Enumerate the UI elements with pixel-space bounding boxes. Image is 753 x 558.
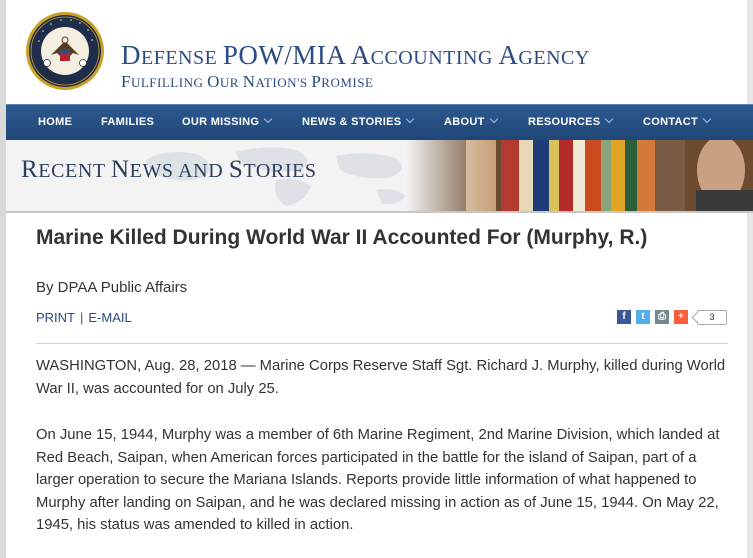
- link-separator: |: [80, 310, 84, 325]
- agency-name-part: A: [498, 40, 519, 70]
- banner-title-part: TORIES: [243, 160, 317, 182]
- chevron-down-icon: [489, 115, 497, 123]
- article-paragraph: WASHINGTON, Aug. 28, 2018 — Marine Corps Reserve Staff Sgt. Richard J. Murphy, killed during World War II, was accounted for on July 25.: [36, 358, 726, 397]
- tagline-part: F: [121, 72, 131, 91]
- banner-divider: [6, 211, 753, 213]
- nav-our-missing[interactable]: [182, 105, 271, 140]
- agency-name-part: CCOUNTING: [370, 47, 499, 69]
- nav-label: CONTACT: [643, 116, 699, 128]
- agency-name-part: GENCY: [518, 47, 590, 69]
- nav-resources[interactable]: [528, 105, 612, 140]
- nav-families[interactable]: [101, 105, 154, 140]
- facebook-icon[interactable]: f: [617, 310, 631, 324]
- chevron-down-icon: [703, 115, 711, 123]
- site-header: [6, 0, 747, 104]
- chevron-down-icon: [406, 115, 414, 123]
- twitter-icon[interactable]: t: [636, 310, 650, 324]
- agency-tagline: [121, 72, 373, 92]
- nav-label: OUR MISSING: [182, 116, 260, 128]
- tagline-part: UR: [219, 75, 243, 90]
- agency-name[interactable]: [121, 40, 590, 71]
- share-count: 3: [697, 310, 727, 325]
- chevron-down-icon: [605, 115, 613, 123]
- nav-label: ABOUT: [444, 116, 485, 128]
- tagline-part: ULFILLING: [130, 75, 208, 90]
- banner-photo: [406, 140, 753, 212]
- nav-label: HOME: [38, 116, 73, 128]
- banner-title-part: N: [110, 156, 130, 183]
- article-paragraph: On June 15, 1944, Murphy was a member of 6th Marine Regiment, 2nd Marine Division, which landed at Red Beach, Saipan, when American forces participated in the battle for the island of Saipan, part of a larger operation to secure the Mariana Islands. Reports provide little information of what happened to Murphy after landing on Saipan, and he was declared missing in action as of June 15, 1944. On May 22, 1945, his status was amended to killed in action.: [36, 427, 720, 533]
- email-link[interactable]: E-MAIL: [88, 310, 132, 325]
- nav-news-stories[interactable]: [302, 105, 413, 140]
- tagline-part: O: [207, 72, 220, 91]
- nav-label: FAMILIES: [101, 116, 155, 128]
- banner-title-part: S: [228, 156, 244, 183]
- nav-home[interactable]: [38, 105, 72, 140]
- tagline-part: P: [311, 72, 322, 91]
- chevron-down-icon: [264, 115, 272, 123]
- article-divider: [36, 343, 728, 344]
- tagline-part: ATION'S: [255, 75, 312, 90]
- agency-name-part: EFENSE: [141, 47, 223, 69]
- nav-label: NEWS & STORIES: [302, 116, 402, 128]
- more-share-icon[interactable]: +: [674, 310, 688, 324]
- agency-name-part: POW/MIA A: [222, 40, 371, 70]
- print-link[interactable]: PRINT: [36, 310, 75, 325]
- article-title: Marine Killed During World War II Accounted For (Murphy, R.): [36, 226, 648, 249]
- page-banner: [6, 140, 753, 212]
- nav-contact[interactable]: [643, 105, 710, 140]
- main-nav: [6, 104, 753, 140]
- banner-title-part: EWS AND: [129, 160, 229, 182]
- agency-name-part: D: [121, 40, 141, 70]
- article-actions: [36, 310, 132, 325]
- banner-title: [21, 156, 317, 184]
- print-share-icon[interactable]: ⎙: [655, 310, 669, 324]
- nav-about[interactable]: [444, 105, 497, 140]
- tagline-part: N: [242, 72, 256, 91]
- tagline-part: ROMISE: [321, 75, 374, 90]
- nav-label: RESOURCES: [528, 116, 601, 128]
- banner-title-part: R: [21, 156, 39, 183]
- agency-seal-icon[interactable]: [25, 11, 105, 91]
- right-page-edge: [747, 0, 753, 558]
- article-byline: By DPAA Public Affairs: [36, 279, 188, 296]
- banner-title-part: ECENT: [38, 160, 111, 182]
